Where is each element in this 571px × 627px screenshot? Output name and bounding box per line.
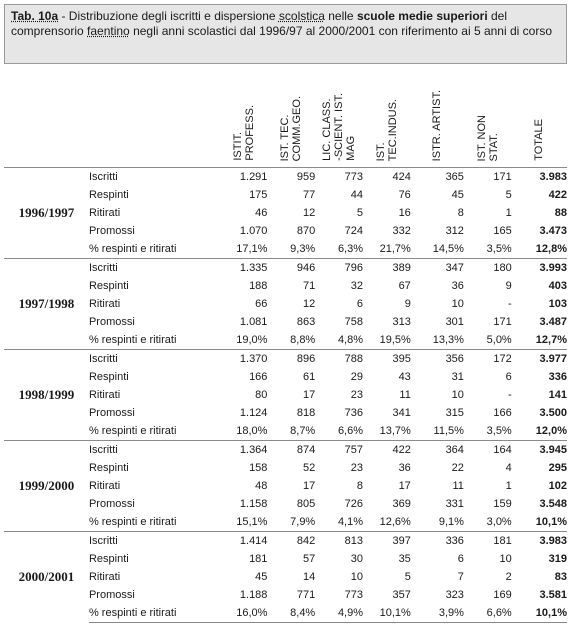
- table-row: [4, 186, 567, 204]
- value-cell: 896: [267, 350, 315, 369]
- total-cell: 3.977: [512, 350, 567, 369]
- value-cell: 17: [302, 389, 316, 401]
- table-row: [4, 422, 567, 441]
- total-cell: 12,8%: [512, 240, 567, 259]
- total-cell: 319: [548, 553, 567, 565]
- table-row: [4, 550, 567, 568]
- value-cell: 175: [249, 189, 268, 201]
- value-cell: 8,7%: [267, 422, 315, 441]
- table-row: [4, 513, 567, 532]
- value-cell: 12: [302, 298, 316, 310]
- value-cell: 805: [296, 498, 316, 510]
- value-cell: 332: [392, 225, 411, 237]
- table-row: [4, 441, 567, 460]
- value-cell: 45: [451, 189, 464, 201]
- value-cell: 422: [363, 441, 411, 460]
- row-label: Ritirati: [88, 389, 121, 401]
- value-cell: 788: [315, 350, 363, 369]
- table-row: [4, 368, 567, 386]
- total-cell: 10,1%: [512, 604, 567, 623]
- value-cell: 336: [411, 532, 464, 551]
- value-cell: 67: [398, 280, 411, 292]
- value-cell: 813: [315, 532, 363, 551]
- total-cell: 336: [548, 371, 567, 383]
- total-cell: 422: [548, 189, 567, 201]
- value-cell: 18,0%: [220, 422, 268, 441]
- header-ist-tec-indus: IST. TEC.INDUS.: [363, 66, 411, 168]
- value-cell: 77: [302, 189, 316, 201]
- value-cell: 863: [296, 316, 316, 328]
- row-label: Respinti: [88, 553, 129, 565]
- value-cell: 45: [255, 571, 268, 583]
- value-cell: 842: [267, 532, 315, 551]
- header-row: [4, 66, 567, 168]
- caption-text-1: - Distribuzione degli iscritti e dispersione: [58, 9, 279, 23]
- table-row: [4, 277, 567, 295]
- year-cell: 1996/1997: [4, 168, 89, 259]
- value-cell: 4,1%: [315, 513, 363, 532]
- total-cell: 3.473: [539, 225, 567, 237]
- value-cell: 57: [302, 553, 316, 565]
- row-label: Ritirati: [88, 480, 121, 492]
- table-row: [4, 404, 567, 422]
- total-cell: 3.548: [539, 498, 567, 510]
- value-cell: 397: [363, 532, 411, 551]
- table-row: [4, 586, 567, 604]
- value-cell: 3,9%: [411, 604, 464, 623]
- value-cell: 6: [505, 371, 512, 383]
- header-ist-non-stat: IST. NON STAT.: [464, 66, 512, 168]
- value-cell: 5: [505, 189, 512, 201]
- value-cell: 44: [350, 189, 364, 201]
- row-label: % respinti e ritirati: [89, 331, 220, 350]
- value-cell: 389: [363, 259, 411, 278]
- value-cell: 12,6%: [363, 513, 411, 532]
- value-cell: 3,5%: [464, 240, 512, 259]
- value-cell: 315: [445, 407, 464, 419]
- table-row: [4, 168, 567, 187]
- row-label: Promossi: [88, 589, 135, 601]
- value-cell: 726: [344, 498, 364, 510]
- value-cell: 312: [445, 225, 464, 237]
- value-cell: 758: [344, 316, 364, 328]
- value-cell: 1.081: [239, 316, 268, 328]
- total-cell: 88: [554, 207, 567, 219]
- total-cell: 3.983: [512, 532, 567, 551]
- caption-bold: scuole medie superiori: [356, 9, 488, 23]
- value-cell: 66: [255, 298, 268, 310]
- row-label: Promossi: [88, 225, 135, 237]
- header-istit-profess: ISTIT. PROFESS.: [220, 66, 268, 168]
- total-cell: 102: [548, 480, 567, 492]
- value-cell: 164: [464, 441, 512, 460]
- value-cell: 46: [255, 207, 268, 219]
- header-istr-artist: ISTR. ARTIST.: [411, 66, 464, 168]
- value-cell: 6: [356, 298, 364, 310]
- value-cell: 5: [356, 207, 364, 219]
- value-cell: 4: [505, 462, 512, 474]
- year-cell: 1997/1998: [4, 259, 89, 350]
- row-label: Promossi: [88, 407, 135, 419]
- value-cell: 1.291: [220, 168, 268, 187]
- value-cell: 424: [363, 168, 411, 187]
- value-cell: 8,8%: [267, 331, 315, 350]
- value-cell: 323: [445, 589, 464, 601]
- value-cell: 32: [350, 280, 364, 292]
- row-label: Iscritti: [89, 168, 220, 187]
- value-cell: 1.335: [220, 259, 268, 278]
- value-cell: 870: [296, 225, 316, 237]
- value-cell: 1.414: [220, 532, 268, 551]
- caption-word-faentino: faentino: [87, 24, 130, 38]
- value-cell: 181: [249, 553, 268, 565]
- value-cell: 5,0%: [464, 331, 512, 350]
- total-cell: 3.581: [539, 589, 567, 601]
- value-cell: 22: [451, 462, 464, 474]
- row-label: Promossi: [88, 498, 135, 510]
- value-cell: 9,3%: [267, 240, 315, 259]
- value-cell: 773: [344, 589, 364, 601]
- row-label: Iscritti: [89, 441, 220, 460]
- total-cell: 3.500: [539, 407, 567, 419]
- row-label: Iscritti: [89, 350, 220, 369]
- value-cell: 61: [302, 371, 316, 383]
- table-row: [4, 568, 567, 586]
- value-cell: 36: [398, 462, 411, 474]
- value-cell: 9,1%: [411, 513, 464, 532]
- value-cell: 1: [505, 480, 512, 492]
- value-cell: 166: [249, 371, 268, 383]
- total-cell: 403: [548, 280, 567, 292]
- value-cell: 15,1%: [220, 513, 268, 532]
- value-cell: 6: [457, 553, 464, 565]
- table-number: Tab. 10a: [11, 9, 59, 23]
- value-cell: 9: [505, 280, 512, 292]
- value-cell: 7: [457, 571, 464, 583]
- table-caption: [4, 4, 567, 64]
- value-cell: 369: [392, 498, 411, 510]
- value-cell: 11,5%: [411, 422, 464, 441]
- table-row: [4, 331, 567, 350]
- value-cell: 6,6%: [464, 604, 512, 623]
- header-totale: TOTALE: [512, 66, 567, 168]
- table-row: [4, 495, 567, 513]
- value-cell: 43: [398, 371, 411, 383]
- value-cell: 13,3%: [411, 331, 464, 350]
- data-table: [4, 66, 567, 623]
- value-cell: 23: [350, 389, 364, 401]
- total-cell: 141: [548, 389, 567, 401]
- value-cell: 874: [267, 441, 315, 460]
- total-cell: 3.983: [512, 168, 567, 187]
- value-cell: 8: [356, 480, 364, 492]
- value-cell: 773: [315, 168, 363, 187]
- table-row: [4, 313, 567, 331]
- row-label: Ritirati: [88, 571, 121, 583]
- value-cell: 171: [464, 168, 512, 187]
- value-cell: 11: [399, 389, 411, 401]
- table-row: [4, 532, 567, 551]
- year-cell: 2000/2001: [4, 532, 89, 623]
- value-cell: 14: [302, 571, 316, 583]
- value-cell: 341: [392, 407, 411, 419]
- value-cell: 3,5%: [464, 422, 512, 441]
- year-cell: 1999/2000: [4, 441, 89, 532]
- value-cell: 6,3%: [315, 240, 363, 259]
- value-cell: 30: [350, 553, 364, 565]
- value-cell: 365: [411, 168, 464, 187]
- value-cell: 19,0%: [220, 331, 268, 350]
- header-blank-year: [4, 66, 89, 168]
- row-label: Iscritti: [89, 259, 220, 278]
- value-cell: 2: [505, 571, 512, 583]
- value-cell: 10,1%: [363, 604, 411, 623]
- value-cell: 313: [392, 316, 411, 328]
- value-cell: 172: [464, 350, 512, 369]
- value-cell: 159: [493, 498, 512, 510]
- row-label: % respinti e ritirati: [89, 604, 220, 623]
- value-cell: 357: [392, 589, 411, 601]
- value-cell: 12: [302, 207, 316, 219]
- table-row: [4, 259, 567, 278]
- table-row: [4, 204, 567, 222]
- value-cell: 23: [350, 462, 364, 474]
- value-cell: -: [508, 298, 512, 310]
- value-cell: 13,7%: [363, 422, 411, 441]
- value-cell: 71: [302, 280, 316, 292]
- value-cell: 21,7%: [363, 240, 411, 259]
- value-cell: 1: [505, 207, 512, 219]
- value-cell: 14,5%: [411, 240, 464, 259]
- value-cell: 4,9%: [315, 604, 363, 623]
- value-cell: 31: [451, 371, 464, 383]
- value-cell: 19,5%: [363, 331, 411, 350]
- value-cell: 10: [350, 571, 364, 583]
- value-cell: 17: [398, 480, 411, 492]
- value-cell: 11: [452, 480, 464, 492]
- value-cell: 171: [493, 316, 512, 328]
- total-cell: 10,1%: [512, 513, 567, 532]
- value-cell: -: [508, 389, 512, 401]
- value-cell: 76: [398, 189, 411, 201]
- value-cell: 10: [499, 553, 512, 565]
- table-row: [4, 222, 567, 240]
- value-cell: 8: [457, 207, 464, 219]
- total-cell: 12,7%: [512, 331, 567, 350]
- total-cell: 83: [554, 571, 567, 583]
- value-cell: 166: [493, 407, 512, 419]
- value-cell: 4,8%: [315, 331, 363, 350]
- value-cell: 1.158: [239, 498, 268, 510]
- value-cell: 364: [411, 441, 464, 460]
- value-cell: 169: [493, 589, 512, 601]
- table-row: [4, 386, 567, 404]
- total-cell: 103: [548, 298, 567, 310]
- value-cell: 10: [451, 298, 464, 310]
- caption-text-3: del comprensorio: [11, 9, 508, 38]
- value-cell: 188: [249, 280, 268, 292]
- row-label: Respinti: [88, 280, 129, 292]
- caption-text-2: nelle: [324, 9, 357, 23]
- table-row: [4, 459, 567, 477]
- caption-word-scolstica: scolstica: [278, 9, 325, 23]
- value-cell: 9: [404, 298, 411, 310]
- value-cell: 8,4%: [267, 604, 315, 623]
- value-cell: 29: [350, 371, 364, 383]
- row-label: Respinti: [88, 371, 129, 383]
- row-label: % respinti e ritirati: [89, 513, 220, 532]
- row-label: Ritirati: [88, 298, 121, 310]
- value-cell: 6,6%: [315, 422, 363, 441]
- table-row: [4, 295, 567, 313]
- value-cell: 180: [464, 259, 512, 278]
- value-cell: 946: [267, 259, 315, 278]
- value-cell: 35: [398, 553, 411, 565]
- total-cell: 3.993: [512, 259, 567, 278]
- value-cell: 757: [315, 441, 363, 460]
- value-cell: 347: [411, 259, 464, 278]
- value-cell: 16: [398, 207, 411, 219]
- value-cell: 52: [302, 462, 316, 474]
- value-cell: 181: [464, 532, 512, 551]
- table-row: [4, 604, 567, 623]
- header-lic-class: LIC. CLASS. -SCIENT. IST. MAG: [315, 66, 363, 168]
- value-cell: 1.364: [220, 441, 268, 460]
- row-label: Respinti: [88, 462, 129, 474]
- row-label: % respinti e ritirati: [89, 240, 220, 259]
- value-cell: 796: [315, 259, 363, 278]
- header-ist-tec-comm-geo: IST. TEC. COMM.GEO.: [267, 66, 315, 168]
- value-cell: 959: [267, 168, 315, 187]
- total-cell: 295: [548, 462, 567, 474]
- value-cell: 1.124: [239, 407, 268, 419]
- value-cell: 1.070: [239, 225, 268, 237]
- value-cell: 17,1%: [220, 240, 268, 259]
- value-cell: 17: [302, 480, 316, 492]
- value-cell: 7,9%: [267, 513, 315, 532]
- value-cell: 5: [404, 571, 411, 583]
- row-label: Promossi: [88, 316, 135, 328]
- value-cell: 301: [445, 316, 464, 328]
- row-label: % respinti e ritirati: [89, 422, 220, 441]
- value-cell: 48: [255, 480, 268, 492]
- table-body: [4, 168, 567, 623]
- row-label: Respinti: [88, 189, 129, 201]
- value-cell: 736: [344, 407, 364, 419]
- value-cell: 818: [296, 407, 316, 419]
- value-cell: 331: [445, 498, 464, 510]
- value-cell: 771: [296, 589, 316, 601]
- year-cell: 1998/1999: [4, 350, 89, 441]
- total-cell: 12,0%: [512, 422, 567, 441]
- row-label: Iscritti: [89, 532, 220, 551]
- value-cell: 16,0%: [220, 604, 268, 623]
- table-row: [4, 477, 567, 495]
- row-label: Ritirati: [88, 207, 121, 219]
- header-blank-label: [89, 66, 220, 168]
- caption-text-4: negli anni scolastici dal 1996/97 al 2000/2001 con riferimento ai 5 anni di corso: [129, 24, 553, 38]
- value-cell: 1.370: [220, 350, 268, 369]
- total-cell: 3.945: [512, 441, 567, 460]
- value-cell: 165: [493, 225, 512, 237]
- value-cell: 395: [363, 350, 411, 369]
- value-cell: 10: [451, 389, 464, 401]
- table-row: [4, 240, 567, 259]
- value-cell: 80: [255, 389, 268, 401]
- value-cell: 3,0%: [464, 513, 512, 532]
- value-cell: 36: [451, 280, 464, 292]
- total-cell: 3.487: [539, 316, 567, 328]
- value-cell: 724: [344, 225, 364, 237]
- value-cell: 356: [411, 350, 464, 369]
- value-cell: 1.188: [239, 589, 268, 601]
- value-cell: 158: [249, 462, 268, 474]
- table-row: [4, 350, 567, 369]
